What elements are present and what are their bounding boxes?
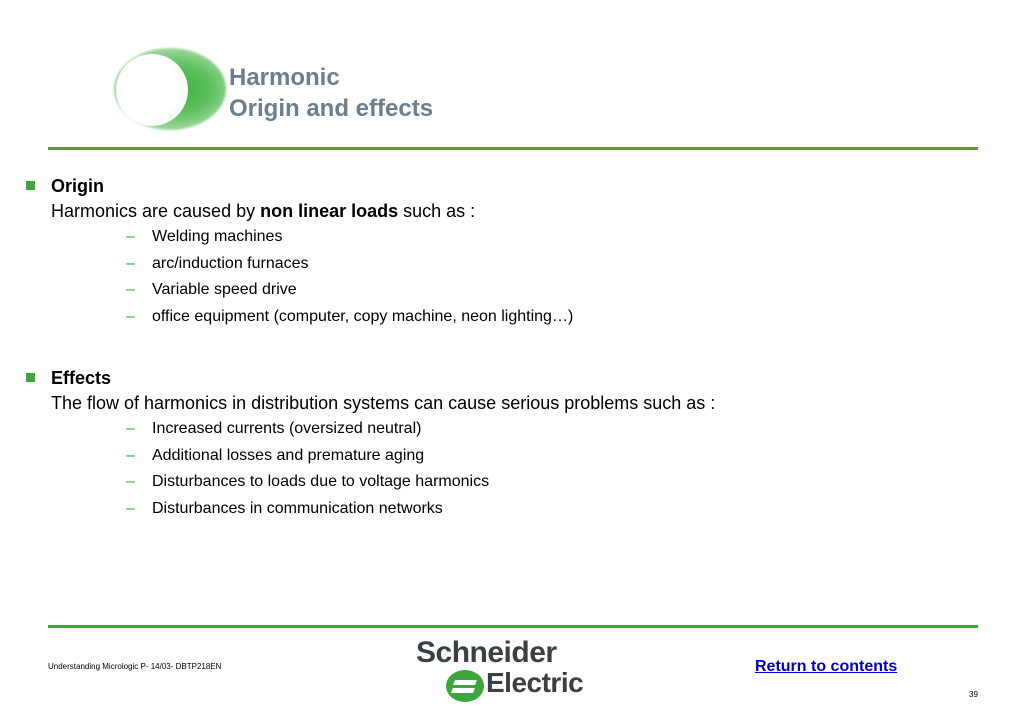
list-item (126, 473, 489, 500)
logo-mark-icon (446, 670, 484, 702)
list-item (126, 447, 489, 474)
dash-icon: – (126, 307, 135, 325)
list-item-text: Additional losses and premature aging (152, 446, 425, 464)
list-item-text: Variable speed drive (152, 281, 297, 298)
title-line-1: Harmonic (229, 64, 340, 91)
effects-heading: Effects (51, 368, 112, 388)
dash-icon: – (126, 281, 135, 298)
dash-icon: – (126, 473, 135, 490)
list-item (126, 308, 573, 335)
document-reference: Understanding Micrologic P- 14/03- DBTP218EN (48, 662, 222, 671)
logo-wordmark-schneider: Schneider (416, 636, 557, 669)
orb-white-circle (116, 54, 188, 126)
schneider-electric-logo (416, 634, 591, 706)
origin-list (126, 228, 573, 334)
slide-title (229, 62, 433, 124)
effects-intro: The flow of harmonics in distribution systems can cause serious problems such as : (51, 393, 716, 413)
bottom-divider (48, 625, 978, 628)
list-item-text: arc/induction furnaces (152, 254, 309, 272)
title-orb-graphic (114, 48, 226, 130)
list-item-text: office equipment (computer, copy machine, neon lighting…) (152, 307, 574, 325)
logo-wordmark-electric: Electric (486, 667, 584, 698)
top-divider (48, 147, 978, 150)
effects-list (126, 420, 489, 526)
list-item-text: Welding machines (152, 228, 283, 245)
list-item-text: Disturbances to loads due to voltage harmonics (152, 473, 490, 490)
origin-intro-suffix: such as : (398, 201, 476, 221)
origin-intro (51, 201, 475, 222)
list-item (126, 420, 489, 447)
origin-heading: Origin (51, 176, 104, 196)
dash-icon: – (126, 499, 135, 517)
page-number: 39 (969, 690, 978, 699)
list-item-text: Disturbances in communication networks (152, 499, 443, 517)
square-bullet-icon (26, 181, 35, 190)
return-to-contents-link[interactable]: Return to contents (755, 658, 898, 675)
list-item (126, 281, 573, 308)
origin-intro-prefix: Harmonics are caused by (51, 201, 261, 221)
dash-icon: – (126, 228, 135, 245)
list-item-text: Increased currents (oversized neutral) (152, 420, 422, 437)
square-bullet-icon (26, 373, 35, 382)
list-item (126, 228, 573, 255)
dash-icon: – (126, 254, 135, 272)
dash-icon: – (126, 446, 135, 464)
list-item (126, 500, 489, 527)
origin-intro-bold: non linear loads (260, 201, 399, 221)
dash-icon: – (126, 420, 135, 437)
list-item (126, 255, 573, 282)
title-line-2: Origin and effects (229, 95, 434, 122)
